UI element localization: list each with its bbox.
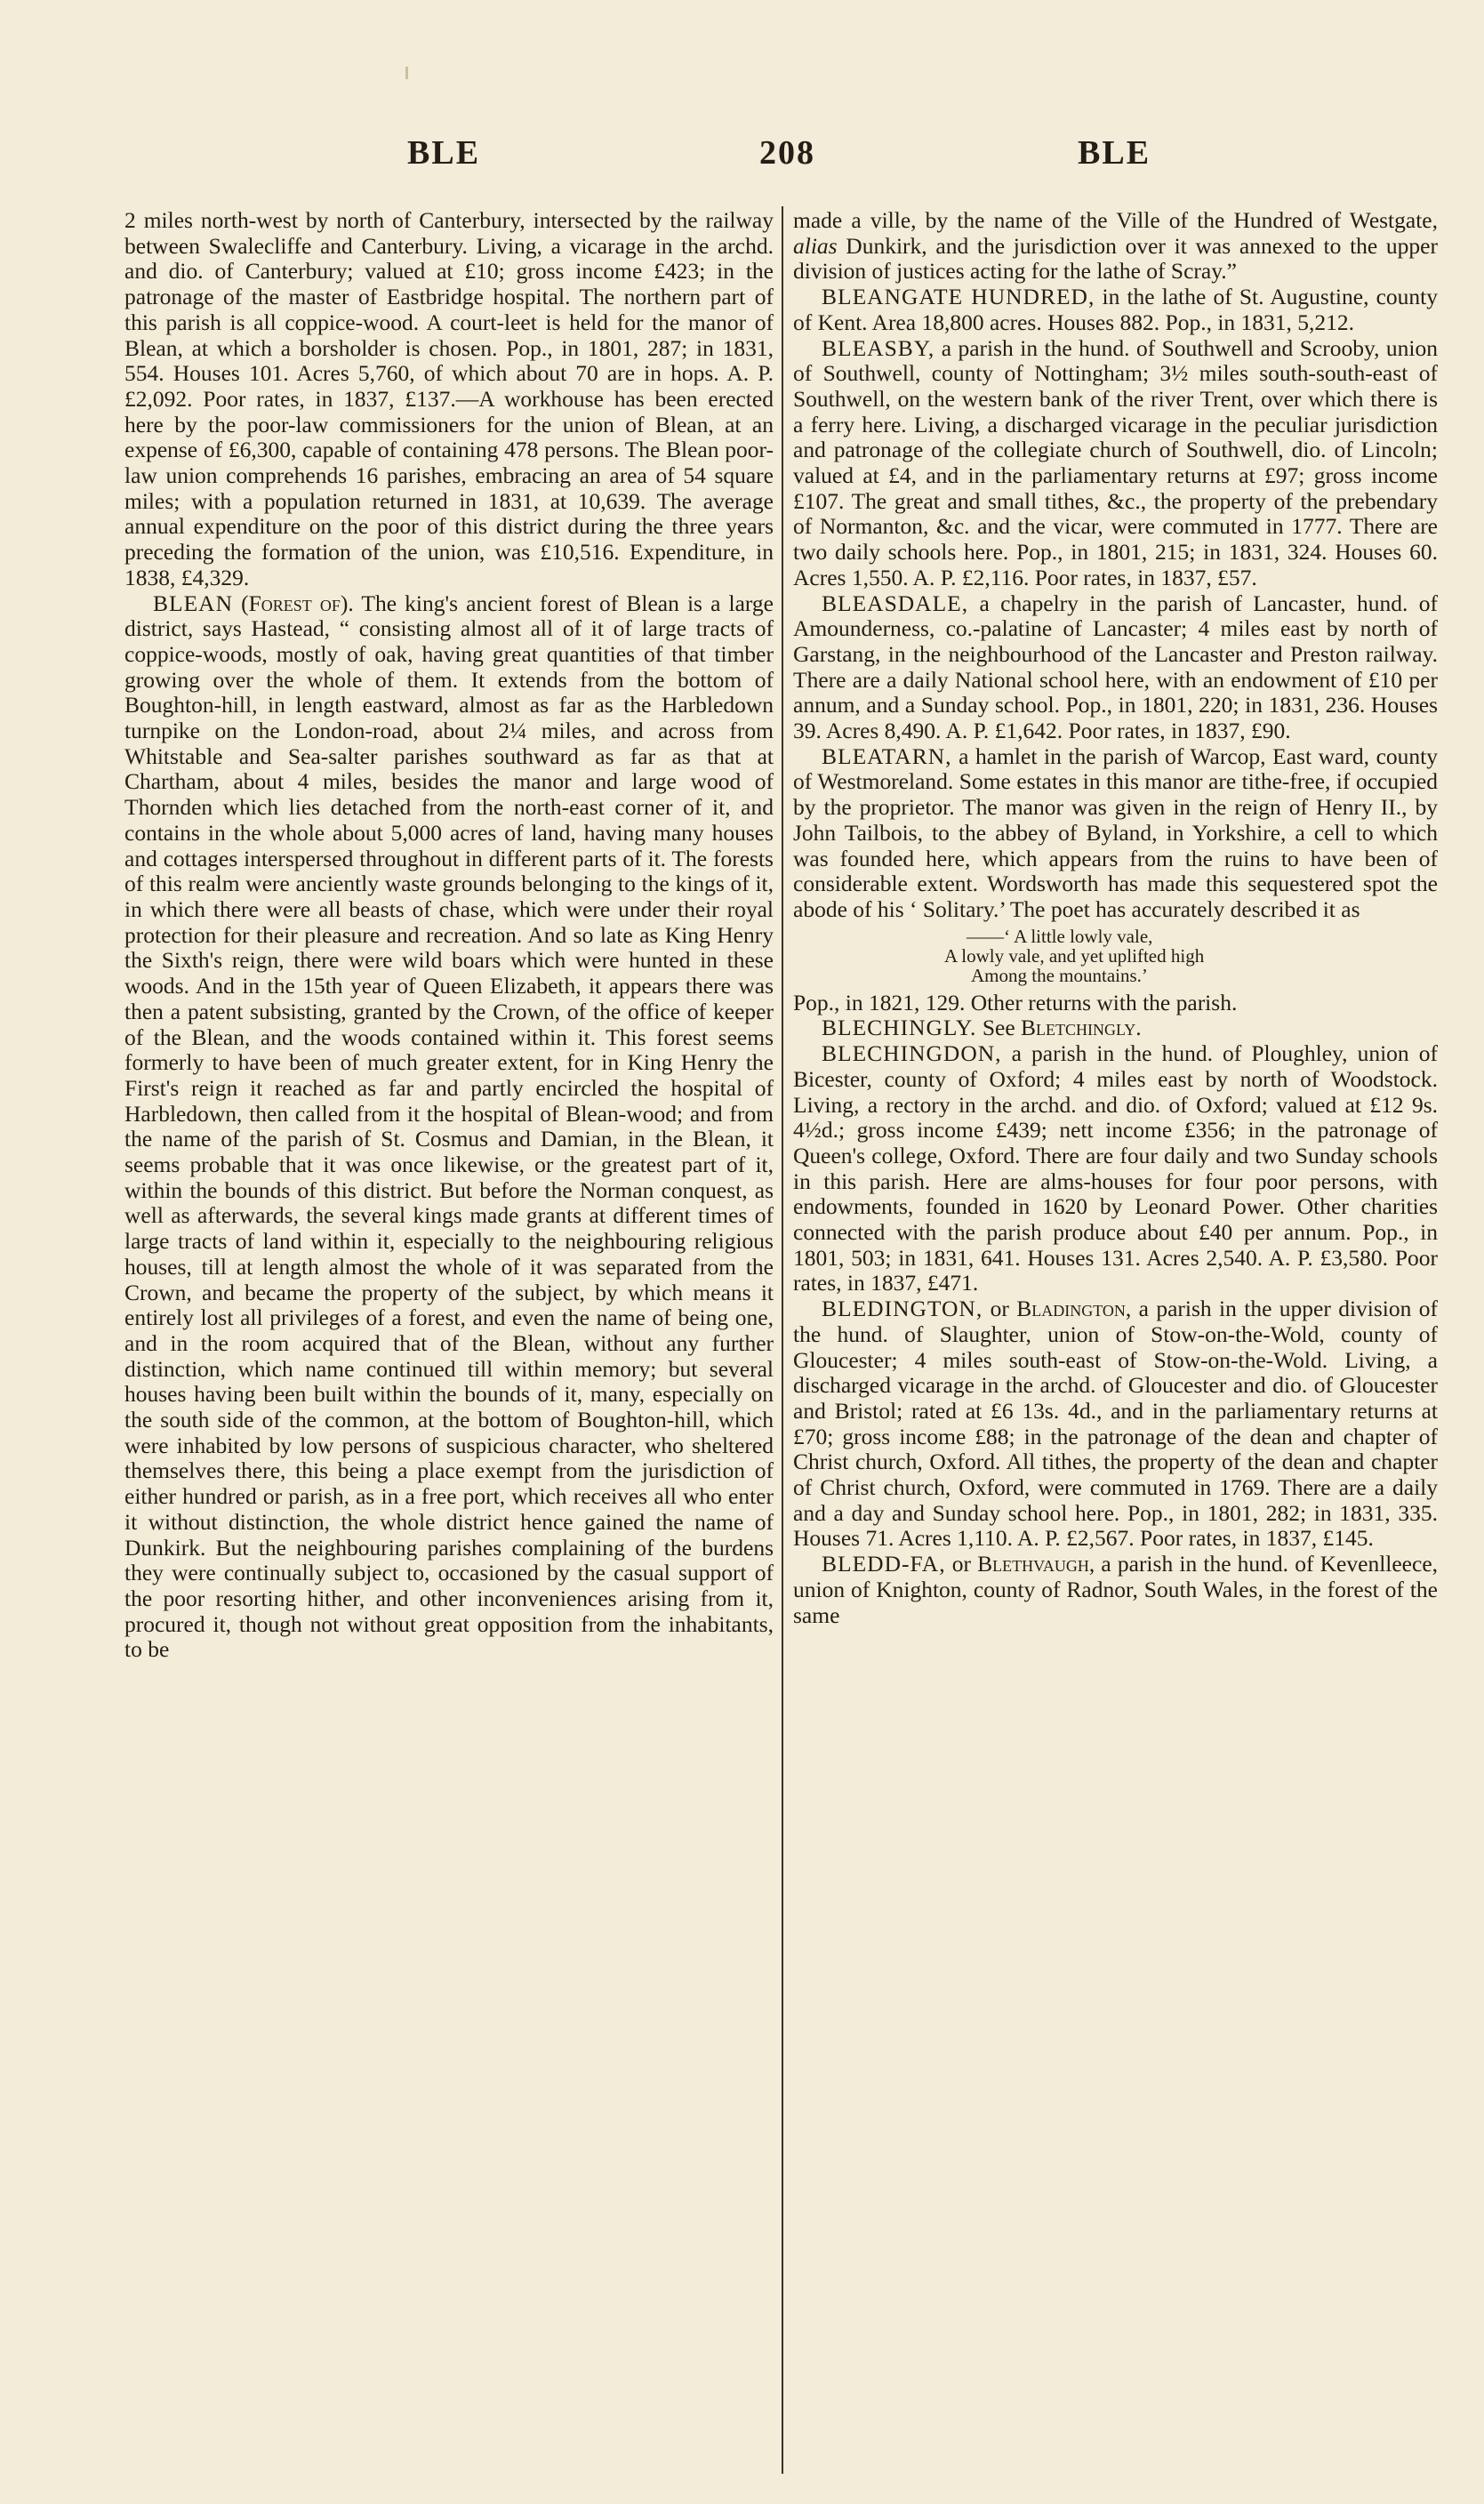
entry-text: See bbox=[976, 1015, 1022, 1041]
headword: BLEASBY, bbox=[822, 334, 935, 361]
headword: BLECHINGDON, bbox=[822, 1040, 1002, 1067]
running-header bbox=[0, 133, 1484, 187]
entry-bledd-fa bbox=[793, 1552, 1438, 1628]
left-column bbox=[124, 208, 774, 1663]
headword: BLECHINGLY. bbox=[822, 1015, 977, 1041]
column-divider bbox=[782, 206, 783, 2474]
alternate-name: Bladington, bbox=[1016, 1296, 1132, 1322]
headword: BLEANGATE HUNDRED, bbox=[822, 284, 1095, 310]
page-number: 208 bbox=[759, 134, 815, 172]
entry-blean-forest bbox=[124, 591, 774, 1664]
alternate-name: Blethvaugh, bbox=[977, 1551, 1095, 1577]
poem-line: ——‘ A little lowly vale, bbox=[967, 925, 1153, 947]
headword: BLEDINGTON, bbox=[822, 1296, 983, 1322]
headword-qualifier: (Forest of). bbox=[241, 590, 354, 616]
entry-blean-forest-continued bbox=[793, 208, 1438, 285]
cross-reference: Bletchingly. bbox=[1021, 1015, 1142, 1041]
poem-line: Among the mountains.’ bbox=[971, 964, 1148, 986]
italic-alias: alias bbox=[793, 232, 838, 259]
entry-text: a parish in the hund. of Ploughley, union of Bicester, county of Oxford; 4 miles east by north of Woodstock. Living, a rectory in the archd. and dio. of Oxford; valued at £12 9s. 4½d.; gross income £439; nett income £356; in the patronage of Queen's college, Oxford. There are four daily and two Sunday schools in this parish. Here are alms-houses for four poor persons, with endowments, founded in 1620 by Leonard Power. Other charities connected with the parish produce about £40 per annum. Pop., in 1801, 503; in 1831, 641. Houses 131. Acres 2,540. A. P. £3,580. Poor rates, in 1837, £471. bbox=[793, 1040, 1438, 1296]
entry-bleatarn bbox=[793, 744, 1438, 923]
entry-bledington bbox=[793, 1296, 1438, 1552]
entry-text: a parish in the hund. of Kevenlleece, union of Knighton, county of Radnor, South Wales, in the forest of the same bbox=[793, 1551, 1439, 1628]
header-left-catchword: BLE bbox=[407, 134, 481, 172]
wordsworth-quotation bbox=[793, 927, 1438, 985]
entry-text: in the lathe of St. Augustine, county of Kent. Area 18,800 acres. Houses 882. Pop., in 1831, 5,212. bbox=[793, 284, 1439, 335]
entry-bleangate-hundred bbox=[793, 285, 1438, 335]
entry-text: a hamlet in the parish of Warcop, East ward, county of Westmoreland. Some estates in this manor are tithe-free, if occupied by the proprietor. The manor was given in the reign of Henry II., by John Tailbois, to the abbey of Byland, in Yorkshire, a cell to which was founded here, which appears from the ruins to have been of considerable extent. Wordsworth has made this sequestered spot the abode of his ‘ Solitary.’ The poet has accurately described it as bbox=[793, 742, 1438, 922]
entry-bleasdale bbox=[793, 591, 1438, 744]
entry-text: made a ville, by the name of the Ville of the Hundred of Westgate, bbox=[793, 207, 1438, 233]
entry-bleasby bbox=[793, 336, 1438, 591]
headword: BLEATARN, bbox=[822, 742, 952, 769]
entry-bleatarn-continued: Pop., in 1821, 129. Other returns with the parish. bbox=[793, 989, 1238, 1015]
entry-text: a parish in the upper division of the hund. of Slaughter, union of Stow-on-the-Wold, county of Gloucester; 4 miles south-east of Stow-on-the-Wold. Living, a discharged vicarage in the archd. of Gloucester and dio. of Gloucester and Bristol; rated at £6 13s. 4d., and in the parliamentary returns at £70; gross income £88; in the patronage of the dean and chapter of Christ church, Oxford. All tithes, the property of the dean and chapter of Christ church, Oxford, were commuted in 1769. There are a daily and a day and Sunday school here. Pop., in 1801, 282; in 1831, 335. Houses 71. Acres 1,110. A. P. £2,567. Poor rates, in 1837, £145. bbox=[793, 1296, 1438, 1552]
entry-text: or bbox=[945, 1551, 978, 1577]
headword: BLEDD-FA, bbox=[822, 1551, 946, 1577]
entry-blechingly bbox=[793, 1015, 1438, 1041]
entry-blechingdon bbox=[793, 1041, 1438, 1296]
header-right-catchword: BLE bbox=[1078, 134, 1151, 172]
headword: BLEASDALE, bbox=[822, 590, 969, 616]
entry-text: a chapelry in the parish of Lancaster, hund. of Amounderness, co.-palatine of Lancaster; 4 miles east by north of Garstang, in the neighbourhood of the Lancaster and Preston railway. There are a daily National school here, with an endowment of £10 per annum, and a Sunday school. Pop., in 1801, 220; in 1831, 236. Houses 39. Acres 8,490. A. P. £1,642. Poor rates, in 1837, £90. bbox=[793, 590, 1438, 744]
right-column bbox=[793, 208, 1438, 1628]
entry-blean-parish-continued: 2 miles north-west by north of Canterbury, intersected by the railway between Swalecliffe and Canterbury. Living, a vicarage in the archd. and dio. of Canterbury; valued at £10; gross income £423; in the patronage of the master of Eastbridge hospital. The northern part of this parish is all coppice-wood. A court-leet is held for the manor of Blean, at which a borsholder is chosen. Pop., in 1801, 287; in 1831, 554. Houses 101. Acres 5,760, of which about 70 are in hops. A. P. £2,092. Poor rates, in 1837, £137.—A workhouse has been erected here by the poor-law commissioners for the union of Blean, at an expense of £6,300, capable of containing 478 persons. The Blean poor-law union comprehends 16 parishes, embracing an area of 54 square miles; with a population returned in 1831, at 10,639. The average annual expenditure on the poor of this district during the three years preceding the formation of the union, was £10,516. Expenditure, in 1838, £4,329. bbox=[124, 207, 774, 590]
entry-text: or bbox=[983, 1296, 1017, 1322]
entry-text: a parish in the hund. of Southwell and Scrooby, union of Southwell, county of Nottingham; 3½ miles south-south-east of Southwell, on the western bank of the river Trent, over which there is a ferry here. Living, a discharged vicarage in the peculiar jurisdiction and patronage of the collegiate church of Southwell, dio. of Lincoln; valued at £4, and in the parliamentary returns at £97; gross income £107. The great and small tithes, &c., the property of the prebendary of Normanton, &c. and the vicar, were commuted in 1777. There are two daily schools here. Pop., in 1801, 215; in 1831, 324. Houses 60. Acres 1,550. A. P. £2,116. Poor rates, in 1837, £57. bbox=[793, 334, 1438, 590]
entry-text: Dunkirk, and the jurisdiction over it was annexed to the upper division of justices acting for the lathe of Scray.” bbox=[793, 232, 1438, 285]
headword: BLEAN bbox=[153, 590, 233, 616]
entry-text: The king's ancient forest of Blean is a large district, says Hastead, “ consisting almost all of it of large tracts of coppice-woods, mostly of oak, having great quantities of that timber growing over the whole of them. It extends from the bottom of Boughton-hill, in length eastward, almost as far as the Harbledown turnpike on the London-road, about 2¼ miles, and across from Whitstable and Sea-salter parishes southward as far as that at Chartham, about 4 miles, besides the manor and large wood of Thornden which lies detached from the north-east corner of it, and contains in the whole about 5,000 acres of land, having many houses and cottages interspersed throughout in different parts of it. The forests of this realm were anciently waste grounds belonging to the kings of it, in which there were all beasts of chase, which were under their royal protection for their pleasure and recreation. And so late as King Henry the Sixth's reign, there were wild boars which were hunted in these woods. And in the 15th year of Queen Elizabeth, it appears there was then a patent subsisting, granted by the Crown, of the office of keeper of the Blean, and the woods contained within it. This forest seems formerly to have been of much greater extent, for in King Henry the First's reign it reached as far and partly encircled the hospital of Harbledown, then called from it the hospital of Blean-wood; and from the name of the parish of St. Cosmus and Damian, in the Blean, it seems probable that it was once likewise, or the greatest part of it, within the bounds of this district. But before the Norman conquest, as well as afterwards, the several kings made grants at different times of large tracts of land within it, especially to the neighbouring religious houses, till at length almost the whole of it was separated from the Crown, and became the property of the subject, by which means it entirely lost all privileges of a forest, and even the name of being one, and in the room acquired that of the Blean, without any further distinction, which name continued till within memory; but several houses having been built within the bounds of it, many, especially on the south side of the common, at the bottom of Boughton-hill, which were inhabited by low persons of suspicious character, who sheltered themselves there, this being a place exempt from the jurisdiction of either hundred or parish, as in a free port, which receives all who enter it without distinction, the whole district hence gained the name of Dunkirk. But the neighbouring parishes complaining of the burdens they were continually subject to, occasioned by the casual support of the poor resorting hither, and other inconveniences arising from it, procured it, though not without great opposition from the inhabitants, to be bbox=[124, 590, 774, 1663]
poem-line: A lowly vale, and yet uplifted high bbox=[944, 944, 1205, 967]
paper-mark bbox=[405, 67, 408, 79]
